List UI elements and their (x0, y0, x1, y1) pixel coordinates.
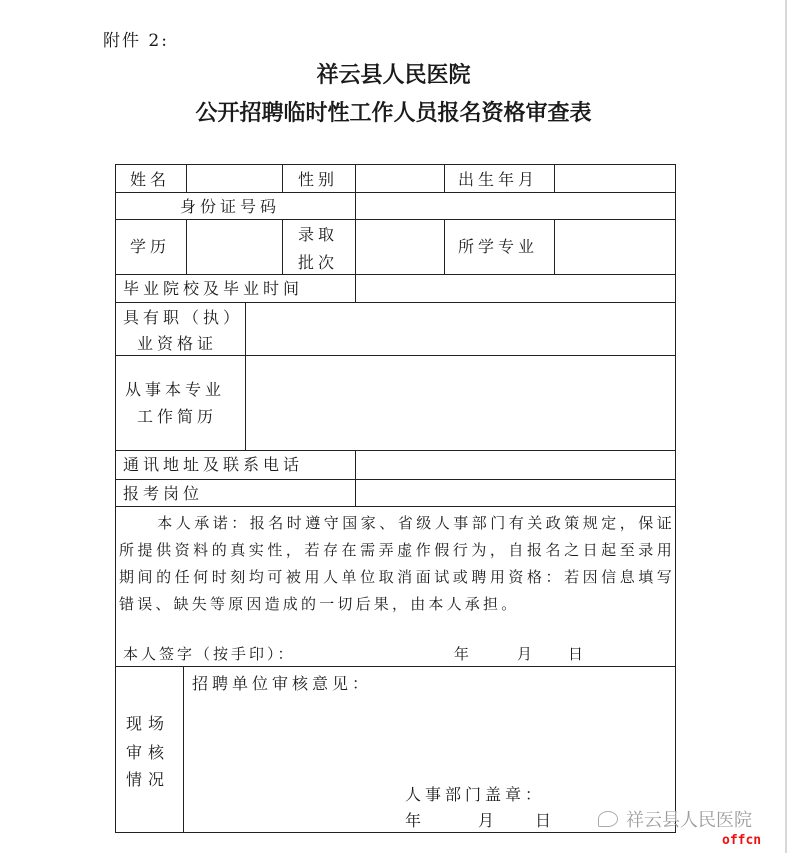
major-label: 所学专业 (458, 237, 539, 256)
applied-position-label: 报考岗位 (123, 484, 204, 503)
col-divider (245, 302, 246, 450)
review-month-label: 月 (478, 811, 499, 830)
signature-label: 本人签字（按手印）： (123, 645, 296, 663)
applied-position-field[interactable] (357, 481, 674, 505)
col-divider (554, 219, 555, 274)
watermark-account-name: 祥云县人民医院 (626, 810, 752, 831)
review-year-label: 年 (405, 811, 426, 830)
birth-date-field[interactable] (556, 166, 674, 191)
row-divider (115, 219, 676, 220)
form-title: 公开招聘临时性工作人员报名资格审查表 (195, 100, 592, 126)
major-field[interactable] (556, 221, 674, 273)
birth-date-label: 出生年月 (458, 170, 539, 189)
brand-watermark: offcn (722, 833, 762, 848)
col-divider (444, 219, 445, 274)
id-number-label: 身份证号码 (180, 197, 281, 216)
wechat-icon (598, 811, 618, 827)
col-divider (355, 164, 356, 192)
row-divider (115, 479, 676, 480)
signature-month-label: 月 (517, 645, 537, 663)
row-divider (115, 302, 676, 303)
employer-review-opinion-label: 招聘单位审核意见： (192, 674, 373, 693)
col-divider (554, 164, 555, 192)
col-divider (282, 219, 283, 274)
hr-stamp-label: 人事部门盖章： (405, 785, 546, 804)
row-divider (115, 355, 676, 356)
row-divider (115, 450, 676, 451)
onsite-review-label-line3: 情况 (126, 770, 171, 789)
wechat-watermark (598, 806, 752, 832)
employer-review-opinion-field[interactable] (185, 700, 674, 780)
gender-field[interactable] (357, 166, 443, 191)
onsite-review-label-line1: 现场 (126, 714, 171, 733)
row-divider (115, 192, 676, 193)
table-border-bottom (115, 832, 676, 833)
col-divider (355, 274, 356, 302)
work-resume-field[interactable] (247, 357, 674, 449)
id-number-field[interactable] (357, 194, 674, 218)
col-divider (282, 164, 283, 192)
col-divider (355, 192, 356, 219)
qualification-cert-label-line1: 具有职（执） (123, 308, 244, 327)
hospital-title: 祥云县人民医院 (316, 62, 471, 88)
gender-label: 性别 (298, 170, 339, 189)
signature-year-label: 年 (454, 645, 474, 663)
table-border-top (115, 164, 676, 165)
attachment-label: 附件 2: (103, 31, 169, 51)
education-field[interactable] (188, 221, 281, 273)
work-resume-label-line1: 从事本专业 (125, 380, 226, 399)
col-divider (186, 164, 187, 192)
admission-batch-field[interactable] (357, 221, 443, 273)
table-border-right (675, 164, 676, 833)
review-day-label: 日 (535, 811, 556, 830)
onsite-review-label-line2: 审核 (126, 743, 171, 762)
signature-day-label: 日 (568, 645, 588, 663)
table-border-left (115, 164, 116, 833)
admission-batch-label-line2: 批次 (298, 253, 339, 272)
col-divider (355, 219, 356, 274)
graduation-school-field[interactable] (357, 276, 674, 301)
col-divider (183, 666, 184, 832)
education-label: 学历 (130, 237, 171, 256)
contact-label: 通讯地址及联系电话 (123, 455, 304, 474)
name-field[interactable] (188, 166, 281, 191)
row-divider (115, 506, 676, 507)
col-divider (444, 164, 445, 192)
work-resume-label-line2: 工作简历 (137, 407, 218, 426)
qualification-cert-field[interactable] (247, 304, 674, 354)
row-divider (115, 274, 676, 275)
name-label: 姓名 (130, 170, 171, 189)
admission-batch-label-line1: 录取 (298, 225, 339, 244)
signature-field[interactable] (300, 640, 440, 664)
row-divider (115, 666, 676, 667)
contact-field[interactable] (357, 452, 674, 478)
applicant-pledge-text: 本人承诺：报名时遵守国家、省级人事部门有关政策规定，保证所提供资料的真实性，若存在需弄虚作假行为，自报名之日起至录用期间的任何时刻均可被用人单位取消面试或聘用资格：若因信息填写错误、缺失等原因造成的一切后果，由本人承担。 (119, 514, 675, 613)
col-divider (355, 450, 356, 506)
graduation-school-label: 毕业院校及毕业时间 (123, 279, 304, 298)
qualification-cert-label-line2: 业资格证 (137, 334, 218, 353)
col-divider (186, 219, 187, 274)
